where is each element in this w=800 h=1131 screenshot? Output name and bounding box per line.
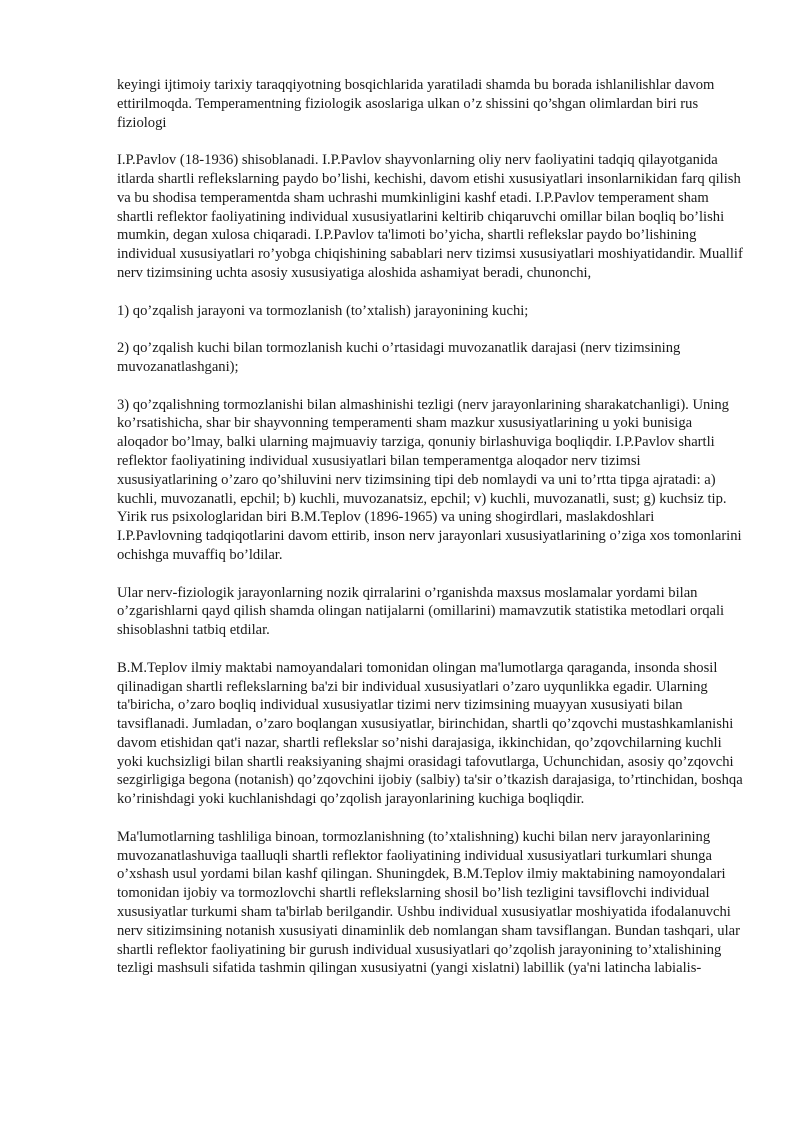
list-item-2: 2) qo’zqalish kuchi bilan tormozlanish kuchi o’rtasidagi muvozanatlik darajasi (nerv tizimsining muvozanatlashgani); — [117, 340, 681, 375]
paragraph-teplov-school: B.M.Teplov ilmiy maktabi namoyandalari tomonidan olingan ma'lumotlarga qaraganda, insonda shosil qilinadigan shartli reflekslarning ba'zi bir individual xususiyatlari o’zaro uyqunlikka egadir. Ularning ta'biricha, o’zaro boqliq individual xususiyatlar tizimi nerv tizimsining muayyan xususiyati bilan tavsiflanadi. Jumladan, o’zaro boqlangan xususiyatlar, birinchidan, shartli qo’zqovchi mustashkamlanishi davom etishidan qat'i nazar, shartli reflekslar so’nishi darajasiga, ikkinchidan, qo’zqovchilarning kuchli yoki kuchsizligi bilan shartli reaksiyaning shajmi orasidagi tafovutlarga, Uchunchidan, asosiy qo’zqovchi sezgirligiga begona (notanish) qo’zqovchini ijobiy (salbiy) ta'sir o’tkazish darajasiga, to’rtinchidan, boshqa ko’rinishdagi yoki kuchlanishdagi qo’zqolish jarayonlarining kuchiga boqliqdir. — [117, 659, 743, 808]
paragraph-pavlov: I.P.Pavlov (18-1936) shisoblanadi. I.P.Pavlov shayvonlarning oliy nerv faoliyatini tadqiq qilayotganida itlarda shartli reflekslarning paydo bo’lishi, kechishi, davom etishi xususiyatlari insonlarnikidan farq qilish va bu shodisa temperamentda sham uchrashi mumkinligini kashf etadi. I.P.Pavlov temperament sham shartli reflektor faoliyatining individual xususiyatlarini keltirib chiqaruvchi omillar bilan boqliq bo’lishi mumkin, degan xulosa chiqaradi. I.P.Pavlov ta'limoti bo’yicha, shartli reflekslar paydo bo’lishining individual xususiyatlari ro’yobga chiqishining sabablari nerv tizimsi xususiyatlari moshiyatidandir. Muallif nerv tizimsining uchta asosiy xususiyatiga aloshida ashamiyat beradi, chunonchi, — [117, 152, 743, 281]
paragraph-intro: keyingi ijtimoiy tarixiy taraqqiyotning bosqichlarida yaratiladi shamda bu borada ishlanilishlar davom ettirilmoqda. Temperamentning fiziologik asoslariga ulkan o’z shissini qo’shgan olimlardan biri rus fiziologi — [117, 77, 715, 131]
document-page — [117, 76, 743, 978]
paragraph-methods: Ular nerv-fiziologik jarayonlarning nozik qirralarini o’rganishda maxsus moslamalar yordami bilan o’zgarishlarni qayd qilish shamda olingan natijalarni (omillarini) mamavzutik statistika metodlari orqali shisoblashni tatbiq etdilar. — [117, 584, 725, 639]
paragraph-analysis: Ma'lumotlarning tashliliga binoan, tormozlanishning (to’xtalishning) kuchi bilan nerv jarayonlarining muvozanatlashuviga taalluqli shartli reflektor faoliyatining individual xususiyatlari turkumlari shunga o’xshash usul yordami bilan kashf qilingan. Shuningdek, B.M.Teplov ilmiy maktabining namoyondalari tomonidan ijobiy va tormozlovchi shartli reflekslarning shosil bo’lish tezligini tavsiflovchi individual xususiyatlar turkumi sham ta'birlab berilgandir. Ushbu individual xususiyatlar moshiyatida ifodalanuvchi nerv sitizimsining notanish xususiyati dinaminlik deb nomlangan sham tavsiflangan. Bundan tashqari, ular shartli reflektor faoliyatining bir gurush individual xususiyatlari qo’zqolish jarayonining to’xtalishining tezligi mashsuli sifatida tashmin qilingan xususiyatni (yangi xislatni) labillik (ya'ni latincha labialis- — [117, 828, 740, 977]
list-item-1: 1) qo’zqalish jarayoni va tormozlanish (to’xtalish) jarayonining kuchi; — [117, 302, 529, 319]
list-item-3: 3) qo’zqalishning tormozlanishi bilan almashinishi tezligi (nerv jarayonlarining sharakatchanligi). Uning ko’rsatishicha, shar bir shayvonning temperamenti sham mazkur xususiyatlarining u yoki bunisiga aloqador bo’lmay, balki ularning majmuaviy tarziga, qonuniy birlashuviga boqliqdir. I.P.Pavlov shartli reflektor faoliyatining individual xususiyatlari bilan temperamentga aloqador nerv tizimsi xususiyatlarining o’zaro qo’shiluvini nerv tizimsining tipi deb nomlaydi va uni to’rtta tipga ajratadi: a) kuchli, muvozanatli, epchil; b) kuchli, muvozanatsiz, epchil; v) kuchli, muvozanatli, sust; g) kuchsiz tip. Yirik rus psixologlaridan biri B.M.Teplov (1896-1965) va uning shogirdlari, maslakdoshlari I.P.Pavlovning tadqiqotlarini davom ettirib, inson nerv jarayonlari xususiyatlarining o’ziga xos tomonlarini ochishga muvaffiq bo’ldilar. — [117, 396, 742, 563]
